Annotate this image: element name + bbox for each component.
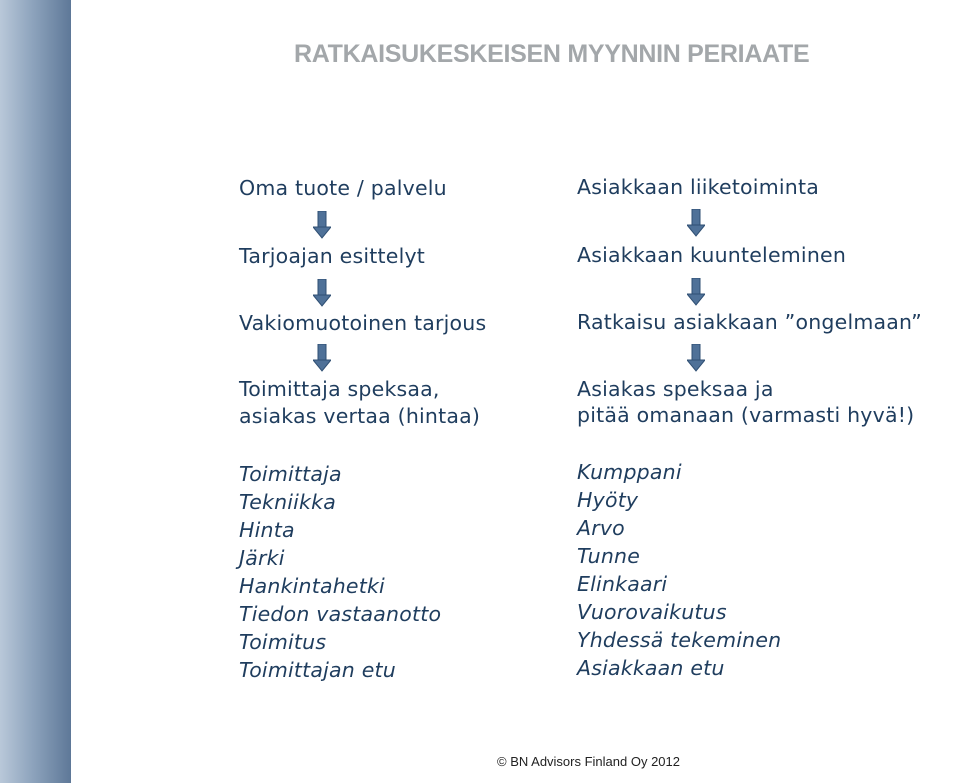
right-list-item: Hyöty — [577, 488, 639, 512]
right-list-item: Yhdessä tekeminen — [577, 628, 782, 652]
right-list-item: Arvo — [577, 516, 625, 540]
right-final-line-2: pitää omanaan (varmasti hyvä!) — [577, 403, 915, 427]
left-final-line-2: asiakas vertaa (hintaa) — [239, 404, 481, 428]
decorative-sidebar — [0, 0, 71, 783]
left-list-item: Hankintahetki — [239, 574, 385, 598]
arrow-down-icon — [313, 344, 331, 372]
footer-copyright: © BN Advisors Finland Oy 2012 — [497, 754, 680, 769]
left-final-line-1: Toimittaja speksaa, — [239, 377, 440, 401]
right-step-2: Asiakkaan kuunteleminen — [577, 243, 847, 267]
left-list-item: Hinta — [239, 518, 295, 542]
left-step-3: Vakiomuotoinen tarjous — [239, 311, 487, 335]
arrow-down-icon — [313, 211, 331, 239]
left-list-item: Toimitus — [239, 630, 327, 654]
sidebar-notch — [71, 0, 81, 100]
page-title: RATKAISUKESKEISEN MYYNNIN PERIAATE — [294, 40, 810, 68]
right-list-item: Elinkaari — [577, 572, 668, 596]
left-list-item: Tekniikka — [239, 490, 336, 514]
right-list-item: Tunne — [577, 544, 641, 568]
left-list-item: Toimittajan etu — [239, 658, 396, 682]
right-list-item: Asiakkaan etu — [577, 656, 725, 680]
left-list-item: Järki — [239, 546, 285, 570]
right-step-1: Asiakkaan liiketoiminta — [577, 175, 819, 199]
left-step-2: Tarjoajan esittelyt — [239, 244, 426, 268]
right-step-3: Ratkaisu asiakkaan ”ongelmaan” — [577, 310, 922, 334]
arrow-down-icon — [687, 209, 705, 237]
left-list-item: Toimittaja — [239, 462, 342, 486]
arrow-down-icon — [687, 344, 705, 372]
left-step-1: Oma tuote / palvelu — [239, 176, 447, 200]
arrow-down-icon — [687, 278, 705, 306]
right-list-item: Vuorovaikutus — [577, 600, 727, 624]
arrow-down-icon — [313, 279, 331, 307]
left-list-item: Tiedon vastaanotto — [239, 602, 442, 626]
right-final-line-1: Asiakas speksaa ja — [577, 377, 774, 401]
right-list-item: Kumppani — [577, 460, 682, 484]
